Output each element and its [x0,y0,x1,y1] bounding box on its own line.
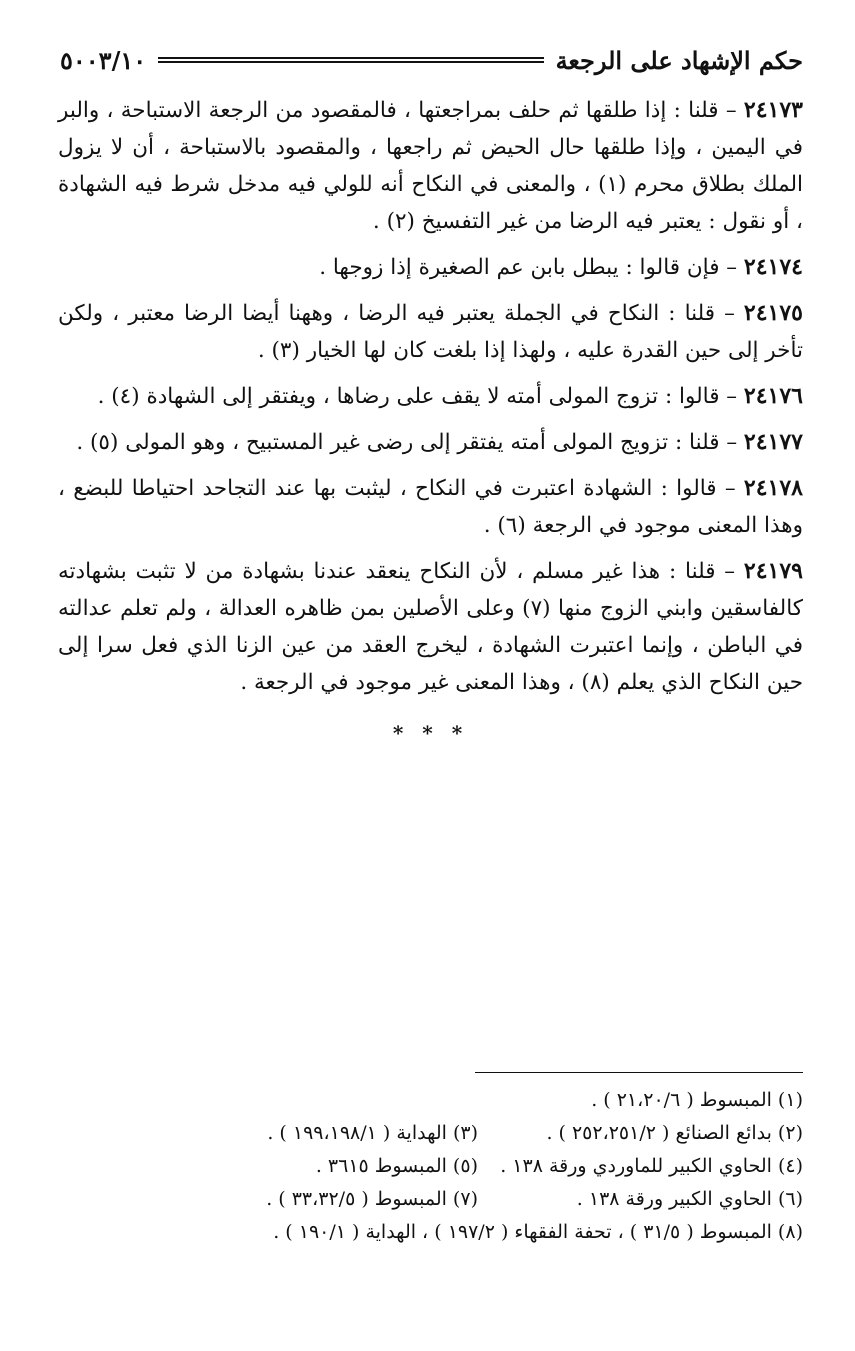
footnote-row [60,1183,803,1216]
paragraph-text: – قالوا : تزوج المولى أمته لا يقف على رضاها ، ويفتقر إلى الشهادة (٤) . [97,384,744,409]
footnote: (٧) المبسوط ( ٣٣،٣٢/٥ ) . [266,1188,478,1210]
paragraph [58,249,803,286]
footnote: (٥) المبسوط ٣٦١٥ . [315,1155,478,1177]
running-header [60,40,803,80]
footnote-row [60,1150,803,1183]
paragraph-number: ٢٤١٧٣ [743,97,803,123]
paragraph [58,470,803,544]
paragraph-text: – قلنا : إذا طلقها ثم حلف بمراجعتها ، فالمقصود من الرجعة الاستباحة ، والبر في اليمين ، وإذا طلقها حال الحيض ثم راجعها ، والمقصود بالاستباحة ، أن لا يزول الملك بطلاق محرم (١) ، والمعنى في النكاح أنه للولي فيه مدخل شرط فيه الشهادة ، أو نقول : يعتبر فيه الرضا من غير التفسيخ (٢) . [58,98,803,234]
paragraph [58,295,803,369]
section-separator: * * * [392,721,469,745]
footnote: (٤) الحاوي الكبير للماوردي ورقة ١٣٨ . [500,1155,803,1177]
paragraph [58,424,803,461]
paragraph-text: – قلنا : النكاح في الجملة يعتبر فيه الرضا ، وههنا أيضا الرضا معتبر ، ولكن تأخر إلى حين القدرة عليه ، ولهذا إذا بلغت كان لها الخيار (٣) . [58,301,803,363]
paragraph-text: – قلنا : هذا غير مسلم ، لأن النكاح ينعقد عندنا بشهادة من لا تثبت بشهادته كالفاسقين وابني الزوج منها (٧) وعلى الأصلين بمن ظاهره العدالة ، ولم تعلم عدالته في الباطن ، وإنما اعتبرت الشهادة ، ليخرج العقد من عين الزنا الذي فعل سرا إلى حين النكاح الذي يعلم (٨) ، وهذا المعنى غير موجود في الرجعة . [58,559,803,695]
paragraph-text: – قالوا : الشهادة اعتبرت في النكاح ، ليثبت بها عند التجاحد احتياطا للبضع ، وهذا المعنى موجود في الرجعة (٦) . [58,476,803,538]
footnote: (٨) المبسوط ( ٣١/٥ ) ، تحفة الفقهاء ( ١٩٧/٢ ) ، الهداية ( ١٩٠/١ ) . [273,1221,803,1243]
footnotes [60,1084,803,1249]
page-number: ٥٠٠٣/١٠ [60,45,147,75]
paragraph [58,553,803,701]
footnote: (٦) الحاوي الكبير ورقة ١٣٨ . [576,1188,803,1210]
main-text [58,92,803,752]
footnote-row [60,1117,803,1150]
paragraph-text: – فإن قالوا : يبطل بابن عم الصغيرة إذا زوجها . [319,255,744,280]
paragraph-number: ٢٤١٧٦ [743,383,803,409]
paragraph-number: ٢٤١٧٩ [743,558,803,584]
footnote: (٢) بدائع الصنائع ( ٢٥٢،٢٥١/٢ ) . [546,1122,803,1144]
paragraph [58,92,803,240]
footnote: (٣) الهداية ( ١٩٩،١٩٨/١ ) . [267,1122,478,1144]
paragraph-number: ٢٤١٧٨ [743,475,803,501]
footnote: (١) المبسوط ( ٢١،٢٠/٦ ) . [591,1089,803,1111]
header-rule [158,57,543,63]
paragraph-number: ٢٤١٧٤ [743,254,803,280]
paragraph-number: ٢٤١٧٧ [743,429,803,455]
paragraph-number: ٢٤١٧٥ [743,300,803,326]
footnote-row [60,1084,803,1117]
running-title: حكم الإشهاد على الرجعة [555,45,803,75]
paragraph-text: – قلنا : تزويج المولى أمته يفتقر إلى رضى غير المستبيح ، وهو المولى (٥) . [76,430,744,455]
footnote-row [60,1216,803,1249]
paragraph [58,378,803,415]
footnote-rule [475,1072,803,1073]
